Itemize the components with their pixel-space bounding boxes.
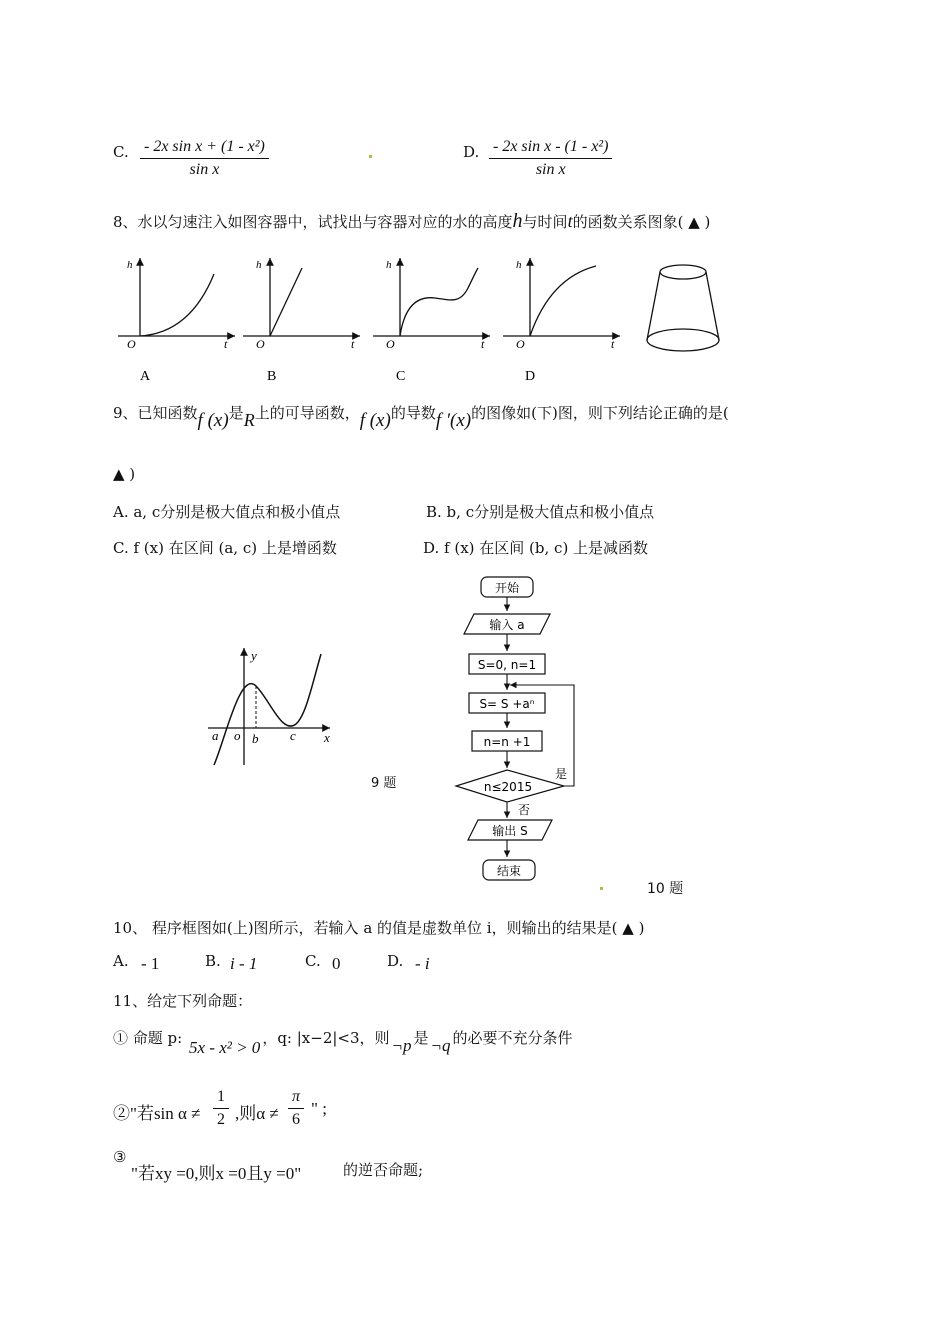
q9-point-c: c bbox=[290, 728, 296, 743]
q10-flowchart bbox=[450, 574, 590, 886]
q10-option-b-value: i - 1 bbox=[230, 954, 258, 973]
q10-option-b-label: B. bbox=[205, 952, 221, 970]
graph-a bbox=[118, 258, 235, 384]
q10-option-c-label: C. bbox=[305, 952, 321, 970]
graph-c-origin: O bbox=[386, 337, 395, 351]
question-8-stem: 8、水以匀速注入如图容器中，试找出与容器对应的水的高度h与时间t的函数关系图象( ▲ ) bbox=[113, 210, 711, 232]
graph-d-y-label: h bbox=[516, 259, 522, 271]
flow-init: S=0, n=1 bbox=[477, 658, 537, 672]
answer-triangle-10: ▲ bbox=[622, 919, 634, 937]
option-d-fraction bbox=[489, 138, 612, 179]
option-c-fraction bbox=[140, 138, 269, 179]
graph-b-origin: O bbox=[256, 337, 265, 351]
flow-update-n: n=n +1 bbox=[483, 735, 531, 749]
q9-option-b: B. b, c分别是极大值点和极小值点 bbox=[426, 503, 655, 521]
graph-a-origin: O bbox=[127, 337, 136, 351]
option-d-denominator: sin x bbox=[535, 161, 566, 178]
q11-p2-fraction-2: $\frac{\pi}{6}$ bbox=[288, 1088, 304, 1129]
question-9-answer-slot: ▲ ) bbox=[113, 465, 136, 483]
q9-option-a: A. a, c分别是极大值点和极小值点 bbox=[113, 503, 341, 521]
q10-option-a-value: - 1 bbox=[141, 954, 160, 973]
answer-triangle: ▲ bbox=[688, 213, 700, 231]
var-t: t bbox=[567, 211, 573, 231]
flow-input: 输入 a bbox=[489, 618, 525, 632]
var-h: h bbox=[512, 210, 523, 232]
graph-b bbox=[243, 258, 360, 384]
graph-b-x-label: t bbox=[351, 337, 355, 351]
q9-point-b: b bbox=[252, 731, 259, 746]
fx: f (x) bbox=[197, 410, 229, 431]
q9-origin: o bbox=[234, 728, 241, 743]
option-c-label: C. bbox=[113, 143, 129, 161]
q9-caption: 9 题 bbox=[371, 776, 397, 791]
graph-d bbox=[503, 258, 620, 384]
option-c-denominator: sin x bbox=[189, 161, 220, 178]
flow-no: 否 bbox=[518, 803, 531, 817]
graph-d-x-label: t bbox=[611, 337, 615, 351]
graph-b-label: B bbox=[267, 369, 277, 384]
graph-d-origin: O bbox=[516, 337, 525, 351]
q11-p2-part-a: ②"若sin α ≠ bbox=[113, 1104, 201, 1123]
q11-p1-expression: 5x - x² > 0 bbox=[188, 1038, 261, 1057]
option-d-numerator: - 2x sin x - (1 - x²) bbox=[489, 138, 612, 159]
flow-start: 开始 bbox=[494, 581, 520, 595]
flow-condition: n≤2015 bbox=[483, 780, 533, 794]
f-prime-x: f ′(x) bbox=[435, 410, 472, 431]
q9-point-a: a bbox=[212, 728, 219, 743]
graph-a-x-label: t bbox=[224, 337, 228, 351]
graph-a-label: A bbox=[140, 369, 151, 384]
q11-proposition-2 bbox=[113, 1088, 413, 1132]
q10-option-d-value: - i bbox=[415, 954, 430, 973]
q11-p3-suffix: 的逆否命题; bbox=[343, 1161, 424, 1179]
set-r: R bbox=[243, 410, 255, 430]
not-q: ¬q bbox=[430, 1036, 451, 1055]
question-11-stem: 11、给定下列命题： bbox=[113, 992, 253, 1010]
q9-x-label: x bbox=[324, 730, 330, 745]
graph-c bbox=[373, 258, 490, 384]
q11-p2-fraction-1: $\frac{1}{2}$ bbox=[213, 1088, 229, 1129]
q9-derivative-graph bbox=[200, 640, 340, 770]
flow-update-s: S= S +aⁿ bbox=[479, 697, 535, 711]
container-figure bbox=[647, 265, 719, 351]
q9-option-d: D. f (x) 在区间 (b, c) 上是减函数 bbox=[423, 539, 649, 557]
graph-c-y-label: h bbox=[386, 259, 392, 271]
question-9-stem: 9、已知函数f (x)是R上的可导函数，f (x)的导数f ′(x)的图像如(下)图，则下列结论正确的是( bbox=[113, 404, 729, 431]
fx-2: f (x) bbox=[359, 410, 391, 431]
q11-p2-part-b: ,则α ≠ bbox=[235, 1104, 279, 1123]
q8-graphs bbox=[110, 248, 740, 388]
option-d-label: D. bbox=[463, 143, 480, 161]
graph-c-x-label: t bbox=[481, 337, 485, 351]
q9-y-label: y bbox=[251, 648, 257, 663]
graph-d-label: D bbox=[525, 369, 536, 384]
q10-option-d-label: D. bbox=[387, 952, 404, 970]
not-p: ¬p bbox=[391, 1036, 412, 1055]
stray-dot bbox=[369, 155, 372, 158]
question-10-stem: 10、 程序框图如(上)图所示，若输入 a 的值是虚数单位 i，则输出的结果是( ▲ ) bbox=[113, 919, 645, 937]
q10-option-a-label: A. bbox=[113, 952, 129, 970]
flow-yes: 是 bbox=[555, 767, 568, 781]
q9-option-c: C. f (x) 在区间 (a, c) 上是增函数 bbox=[113, 539, 337, 557]
graph-b-y-label: h bbox=[256, 259, 262, 271]
q11-proposition-1: ① 命题 p: 5x - x² > 0 ，q: |x−2|<3，则 ¬p 是 ¬q 的必要不充分条件 bbox=[113, 1029, 573, 1057]
flow-end: 结束 bbox=[496, 864, 522, 878]
flow-output: 输出 S bbox=[492, 824, 528, 838]
q11-p3-statement: "若xy =0,则x =0且y =0" bbox=[131, 1164, 302, 1183]
q10-caption: 10 题 bbox=[647, 881, 684, 897]
q10-option-c-value: 0 bbox=[332, 954, 341, 973]
graph-a-y-label: h bbox=[127, 259, 133, 271]
stray-dot-2 bbox=[600, 887, 603, 890]
q11-p3-number: ③ bbox=[113, 1148, 127, 1166]
graph-c-label: C bbox=[396, 369, 406, 384]
option-c-numerator: - 2x sin x + (1 - x²) bbox=[140, 138, 269, 159]
q11-p2-part-c: " ; bbox=[311, 1099, 327, 1118]
